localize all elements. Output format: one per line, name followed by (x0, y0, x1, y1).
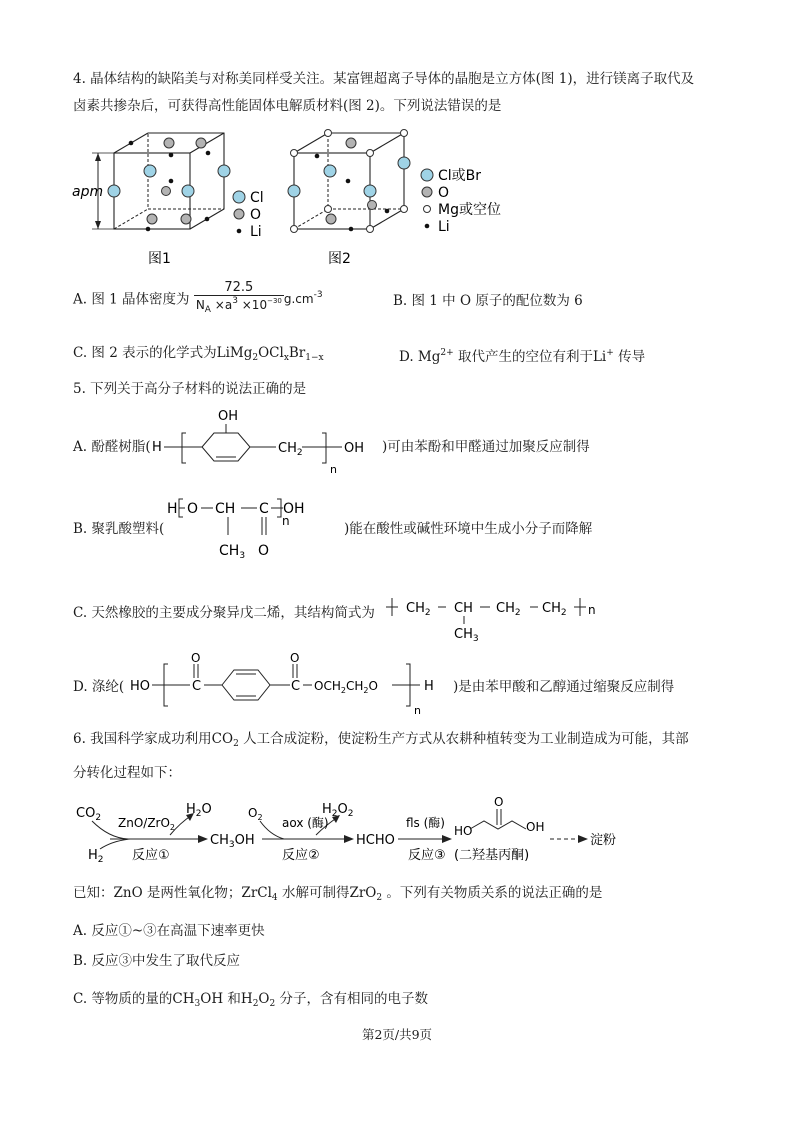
svg-text:n: n (588, 603, 596, 617)
starch-synthesis-scheme (70, 795, 670, 867)
q6-stem-line2: 分转化过程如下： (73, 765, 181, 781)
svg-text:O: O (187, 501, 199, 517)
svg-text:CH3: $CH_3$ (454, 627, 479, 642)
q6-option-a: A. 反应①~③在高温下速率更快 (73, 923, 265, 939)
svg-text:CH2: $CH_2$ (278, 441, 303, 458)
svg-text:O: O (258, 543, 270, 559)
figure-1-crystal-cell (70, 125, 280, 270)
phenol-formaldehyde-resin-structure (150, 405, 380, 477)
svg-text:OH: OH (283, 501, 305, 517)
svg-text:n: n (330, 463, 337, 476)
svg-text:fls (酶): fls (酶) (406, 816, 445, 830)
page-footer: 第2页/共9页 (361, 1027, 433, 1042)
q4-option-c: C. 图 2 表示的化学式为$LiMg_2OCl_xBr_{1-x}$ (73, 345, 324, 363)
svg-text:CH2: $CH_2$ (542, 601, 567, 618)
q5-option-b-label: B. 聚乳酸塑料( (73, 521, 165, 537)
svg-text:反应③: 反应③ (408, 848, 446, 863)
fig1-legend-li: Li (250, 224, 262, 240)
svg-text:CH3: $CH_3$ (219, 543, 246, 561)
q4-option-b: B. 图 1 中 O 原子的配位数为 6 (393, 293, 583, 309)
q6-option-c: C. 等物质的量的$CH_3OH$ 和$H_2O_2$ 分子，含有相同的电子数 (73, 991, 429, 1009)
svg-text:(二羟基丙酮): (二羟基丙酮) (454, 848, 530, 863)
fig2-legend-mg: Mg或空位 (438, 202, 501, 218)
svg-text:HO: HO (454, 824, 473, 838)
svg-text:O: O (290, 651, 300, 665)
polyisoprene-structure (384, 588, 604, 642)
fig2-legend-o: O (438, 185, 450, 201)
svg-text:C: C (291, 679, 301, 694)
q4-option-a-fraction: $\frac{72.5}{N_A \times a^3 \times 10^{-30}}$ (195, 280, 282, 315)
q5-option-b-text: )能在酸性或碱性环境中生成小分子而降解 (344, 521, 593, 537)
fig1-caption: 图1 (148, 251, 171, 267)
svg-text:OCH2CH2O: $OCH_2CH_2O$ (314, 679, 378, 695)
fig2-caption: 图2 (328, 251, 351, 267)
svg-text:HO: HO (130, 679, 151, 694)
svg-text:ZnO/ZrO2: ZnO/ZrO$_2$ (118, 816, 176, 832)
svg-text:CH: CH (454, 601, 473, 616)
q5-option-c-text: C. 天然橡胶的主要成分聚异戊二烯，其结构简式为 (73, 605, 375, 621)
fig1-legend-cl: Cl (250, 190, 264, 206)
svg-text:H: H (167, 501, 178, 517)
svg-text:CH3OH: $CH_3OH$ (210, 833, 255, 850)
fig1-side-label: apm (72, 184, 104, 200)
svg-text:H2: $H_2$ (88, 848, 104, 865)
q6-stem-line1: 6. 我国科学家成功利用$CO_2$ 人工合成淀粉，使淀粉生产方式从农耕种植转变为工业制造成为可能，其部 (73, 731, 689, 749)
svg-text:O: O (191, 651, 201, 665)
svg-text:OH: OH (218, 409, 239, 424)
svg-text:O: O (494, 795, 504, 809)
polyester-structure (130, 650, 450, 716)
svg-text:CH: CH (215, 501, 236, 517)
fig2-legend-li: Li (438, 219, 450, 235)
svg-text:HCHO: HCHO (356, 833, 395, 848)
svg-text:H: H (152, 440, 162, 455)
svg-text:CO2: $CO_2$ (76, 806, 102, 823)
svg-text:CH2: $CH_2$ (406, 601, 431, 618)
svg-text:O2: $O_2$ (248, 806, 263, 822)
svg-text:C: C (192, 679, 202, 694)
figure-2-crystal-cell (282, 125, 512, 270)
q5-stem: 5. 下列关于高分子材料的说法正确的是 (73, 381, 307, 397)
svg-text:H2O2: $H_2O_2$ (322, 802, 354, 819)
fig2-legend-cl-br: Cl或Br (438, 168, 482, 184)
svg-text:C: C (259, 501, 269, 517)
svg-text:淀粉: 淀粉 (590, 833, 617, 848)
svg-text:反应①: 反应① (132, 848, 170, 863)
svg-text:CH2: $CH_2$ (496, 601, 521, 618)
svg-text:n: n (414, 704, 421, 716)
q4-option-d: D. $Mg^{2+}$ 取代产生的空位有利于Li+ 传导 (399, 348, 646, 365)
svg-text:OH: OH (344, 441, 365, 456)
q4-stem-line2: 卤素共掺杂后，可获得高性能固体电解质材料(图 2)。下列说法错误的是 (73, 98, 502, 114)
q5-option-a-text: )可由苯酚和甲醛通过加聚反应制得 (382, 439, 590, 455)
svg-text:n: n (282, 514, 290, 528)
q5-option-d-text: )是由苯甲酸和乙醇通过缩聚反应制得 (453, 679, 675, 695)
q5-option-d-label: D. 涤纶( (73, 679, 125, 695)
svg-text:OH: OH (526, 820, 545, 834)
polylactic-acid-structure (165, 495, 345, 565)
q6-option-b: B. 反应③中发生了取代反应 (73, 953, 241, 969)
q6-known: 已知：ZnO 是两性氧化物；ZrCl$_4$ 水解可制得ZrO$_2$ 。下列有关物质关系的说法正确的是 (73, 885, 603, 903)
q4-option-a: A. 图 1 晶体密度为 $\frac{72.5}{N_A \times a^3 \times 10^{-30}}$ $g.cm^{-3}$ (73, 280, 323, 315)
svg-text:H2O: $H_2O$ (186, 802, 212, 819)
svg-text:aox (酶): aox (酶) (282, 816, 329, 830)
q4-stem-line1: 4. 晶体结构的缺陷美与对称美同样受关注。某富锂超离子导体的晶胞是立方体(图 1)，进行镁离子取代及 (73, 71, 695, 87)
fig1-legend-o: O (250, 207, 262, 223)
svg-text:H: H (424, 679, 434, 694)
q5-option-a-label: A. 酚醛树脂( (73, 439, 151, 455)
svg-text:反应②: 反应② (282, 848, 320, 863)
